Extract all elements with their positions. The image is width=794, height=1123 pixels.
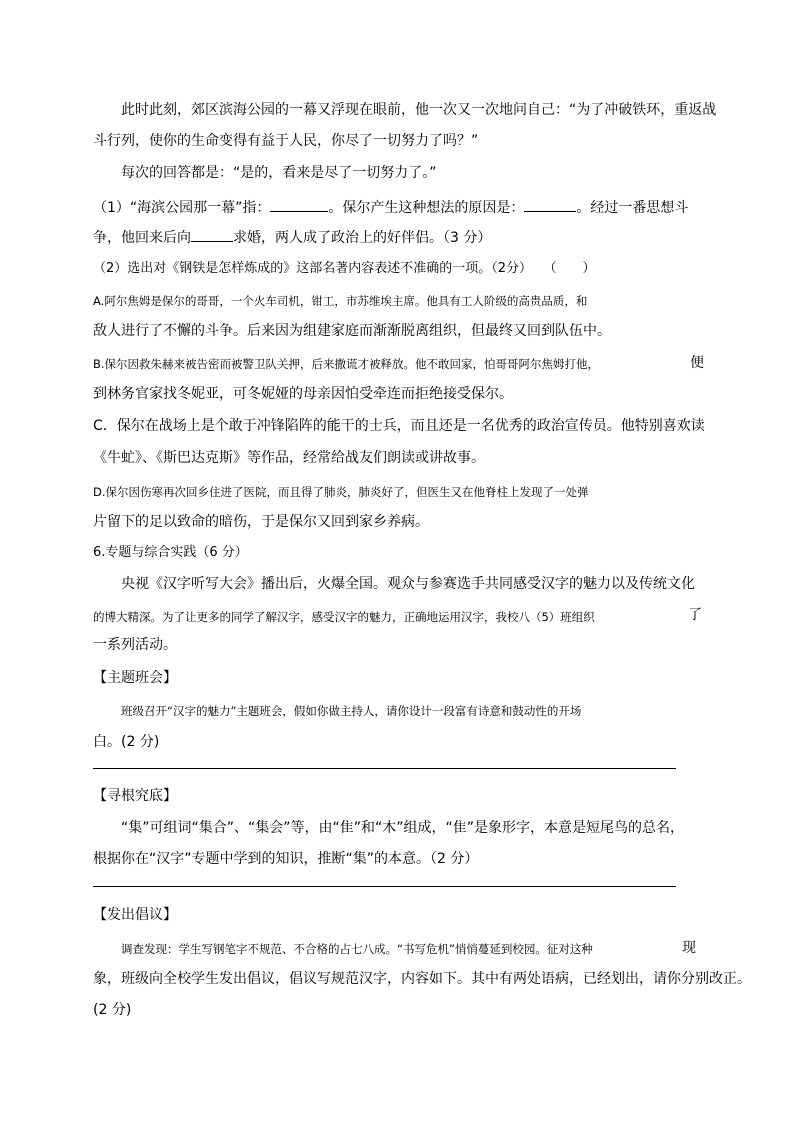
question-1-text: 。经过一番思想斗 <box>576 200 689 216</box>
section-title-theme-meeting: 【主题班会】 <box>93 670 177 686</box>
question-1-line <box>93 197 688 217</box>
option-c-line: C．保尔在战场上是个敢于冲锋陷阵的能干的士兵，而且还是一名优秀的政治宣传员。他特别喜欢读 <box>93 418 705 434</box>
answer-blank[interactable] <box>524 197 576 212</box>
answer-blank[interactable] <box>191 227 233 242</box>
passage-line: 每次的回答都是：“是的，看来是尽了一切努力了。” <box>121 165 437 181</box>
section-text: “集”可组词“集合”、“集会”等，由“隹”和“木”组成，“隹”是象形字，本意是短尾鸟的总名， <box>121 820 685 836</box>
section-text: 白。(2 分) <box>93 734 160 750</box>
answer-bracket[interactable]: （ ） <box>550 261 596 276</box>
option-c-line: 《牛虻》、《斯巴达克斯》等作品，经常给战友们朗读或讲故事。 <box>93 450 485 466</box>
answer-line[interactable] <box>93 886 676 887</box>
section-text: 象，班级向全校学生发出倡议，倡议写规范汉字，内容如下。其中有两处语病，已经划出，请你分别改正。 <box>93 971 751 987</box>
option-a-line: A.阿尔焦姆是保尔的哥哥，一个火车司机，钳工，市苏维埃主席。他具有工人阶级的高贵品质，和 <box>93 294 588 308</box>
section-title-proposal: 【发出倡议】 <box>93 907 177 923</box>
option-d-line: 片留下的足以致命的暗伤，于是保尔又回到家乡养病。 <box>93 514 429 530</box>
section-text-end: 现 <box>682 940 696 956</box>
question-1-text: 求婚，两人成了政治上的好伴侣。（3 分） <box>233 230 492 246</box>
answer-line[interactable] <box>93 768 676 769</box>
question-6-intro: 央视《汉字听写大会》播出后，火爆全国。观众与参赛选手共同感受汉字的魅力以及传统文化 <box>121 576 695 592</box>
passage-line: 此时此刻，郊区滨海公园的一幕又浮现在眼前，他一次又一次地问自己：“为了冲破铁环，重返战 <box>121 102 717 118</box>
question-6-intro-end: 了 <box>688 607 702 623</box>
section-text: 根据你在“汉字”专题中学到的知识，推断“集”的本意。（2 分） <box>93 851 479 867</box>
option-b-line-end: 便 <box>690 355 704 371</box>
option-d-line: D.保尔因伤寒再次回乡住进了医院，而且得了肺炎，肺炎好了，但医生又在他脊柱上发现了一处弹 <box>93 485 589 499</box>
section-title-root-search: 【寻根究底】 <box>93 788 177 804</box>
option-b-line: 到林务官家找冬妮亚，可冬妮娅的母亲因怕受牵连而拒绝接受保尔。 <box>93 386 513 402</box>
answer-blank[interactable] <box>270 197 328 212</box>
section-text: (2 分) <box>93 1002 132 1018</box>
question-1-text: 。保尔产生这种想法的原因是： <box>328 200 525 216</box>
question-6-title: 6.专题与综合实践（6 分） <box>93 545 248 560</box>
section-text: 班级召开“汉字的魅力”主题班会，假如你做主持人，请你设计一段富有诗意和鼓动性的开场 <box>121 704 582 718</box>
option-a-line: 敌人进行了不懈的斗争。后来因为组建家庭而渐渐脱离组织，但最终又回到队伍中。 <box>93 323 611 339</box>
option-b-line: B.保尔因救朱赫来被告密而被警卫队关押，后来撒谎才被释放。他不敢回家，怕哥哥阿尔焦姆打他， <box>93 357 600 371</box>
question-6-intro: 的博大精深。为了让更多的同学了解汉字，感受汉字的魅力，正确地运用汉字，我校八（5）班组织 <box>93 610 595 624</box>
section-text: 调查发现：学生写钢笔字不规范、不合格的占七八成。“书写危机”悄悄蔓延到校园。征对这种 <box>121 942 593 956</box>
passage-line: 斗行列，使你的生命变得有益于人民，你尽了一切努力了吗？” <box>93 133 479 149</box>
question-1-text: （1）“海滨公园那一幕”指： <box>93 200 271 216</box>
question-6-intro: 一系列活动。 <box>93 637 177 653</box>
question-2-stem-text: （2）选出对《钢铁是怎样炼成的》这部名著内容表述不准确的一项。（2分） <box>93 261 533 276</box>
question-2-stem <box>93 260 596 278</box>
question-1-line <box>93 227 491 247</box>
question-1-text: 争，他回来后向 <box>93 230 191 246</box>
